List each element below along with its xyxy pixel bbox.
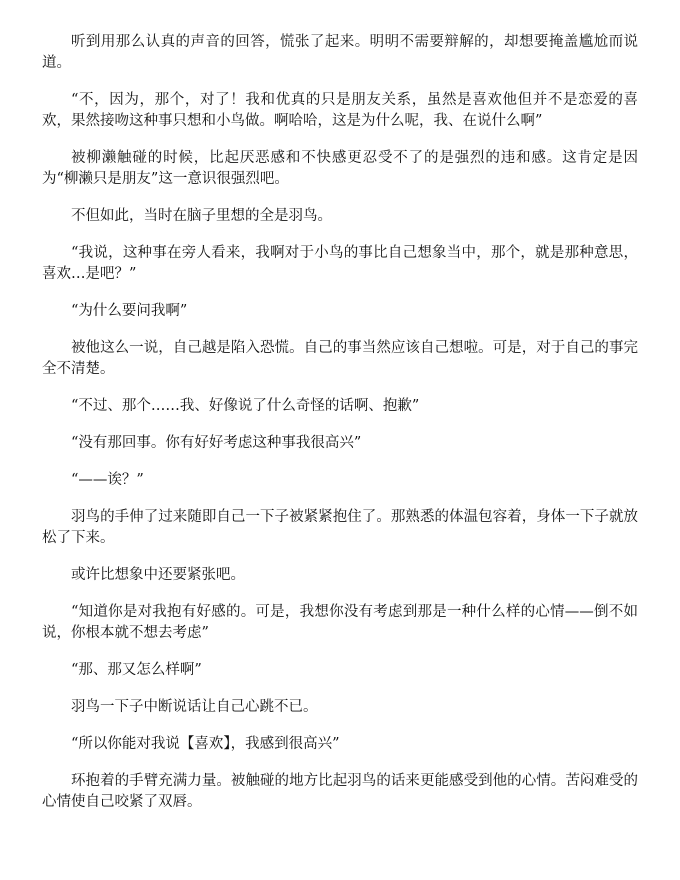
paragraph: “知道你是对我抱有好感的。可是，我想你没有考虑到那是一种什么样的心情——倒不如说，你根本就不想去考虑” (42, 604, 638, 641)
paragraph: 被柳濑触碰的时候，比起厌恶感和不快感更忍受不了的是强烈的违和感。这肯定是因为“柳濑只是朋友”这一意识很强烈吧。 (42, 150, 638, 187)
paragraph: “不过、那个……我、好像说了什么奇怪的话啊、抱歉” (71, 398, 420, 414)
paragraph: 被他这么一说，自己越是陷入恐慌。自己的事当然应该自己想啦。可是，对于自己的事完全不清楚。 (42, 340, 638, 377)
paragraph: “那、那又怎么样啊” (71, 662, 202, 678)
paragraph: “我说，这种事在旁人看来，我啊对于小鸟的事比自己想象当中，那个，就是那种意思，喜欢…是吧？” (42, 245, 638, 282)
paragraph: “没有那回事。你有好好考虑这种事我很高兴” (71, 435, 362, 451)
paragraph: “所以你能对我说【喜欢】，我感到很高兴” (71, 736, 340, 752)
paragraph: “——诶？” (71, 472, 144, 488)
paragraph: 听到用那么认真的声音的回答，慌张了起来。明明不需要辩解的，却想要掩盖尴尬而说道。 (42, 34, 638, 71)
paragraph: “为什么要问我啊” (71, 303, 188, 319)
paragraph: 不但如此，当时在脑子里想的全是羽鸟。 (71, 208, 332, 224)
paragraph: 环抱着的手臂充满力量。被触碰的地方比起羽鸟的话来更能感受到他的心情。苦闷难受的心情使自己咬紧了双唇。 (42, 773, 638, 810)
paragraph: 羽鸟一下子中断说话让自己心跳不已。 (71, 699, 318, 715)
document-page (42, 32, 638, 829)
paragraph: 或许比想象中还要紧张吧。 (71, 567, 245, 583)
paragraph: “不，因为，那个，对了！我和优真的只是朋友关系，虽然是喜欢他但并不是恋爱的喜欢，果然接吻这种事只想和小鸟做。啊哈哈，这是为什么呢，我、在说什么啊” (42, 92, 638, 129)
paragraph: 羽鸟的手伸了过来随即自己一下子被紧紧抱住了。那熟悉的体温包容着，身体一下子就放松了下来。 (42, 509, 638, 546)
